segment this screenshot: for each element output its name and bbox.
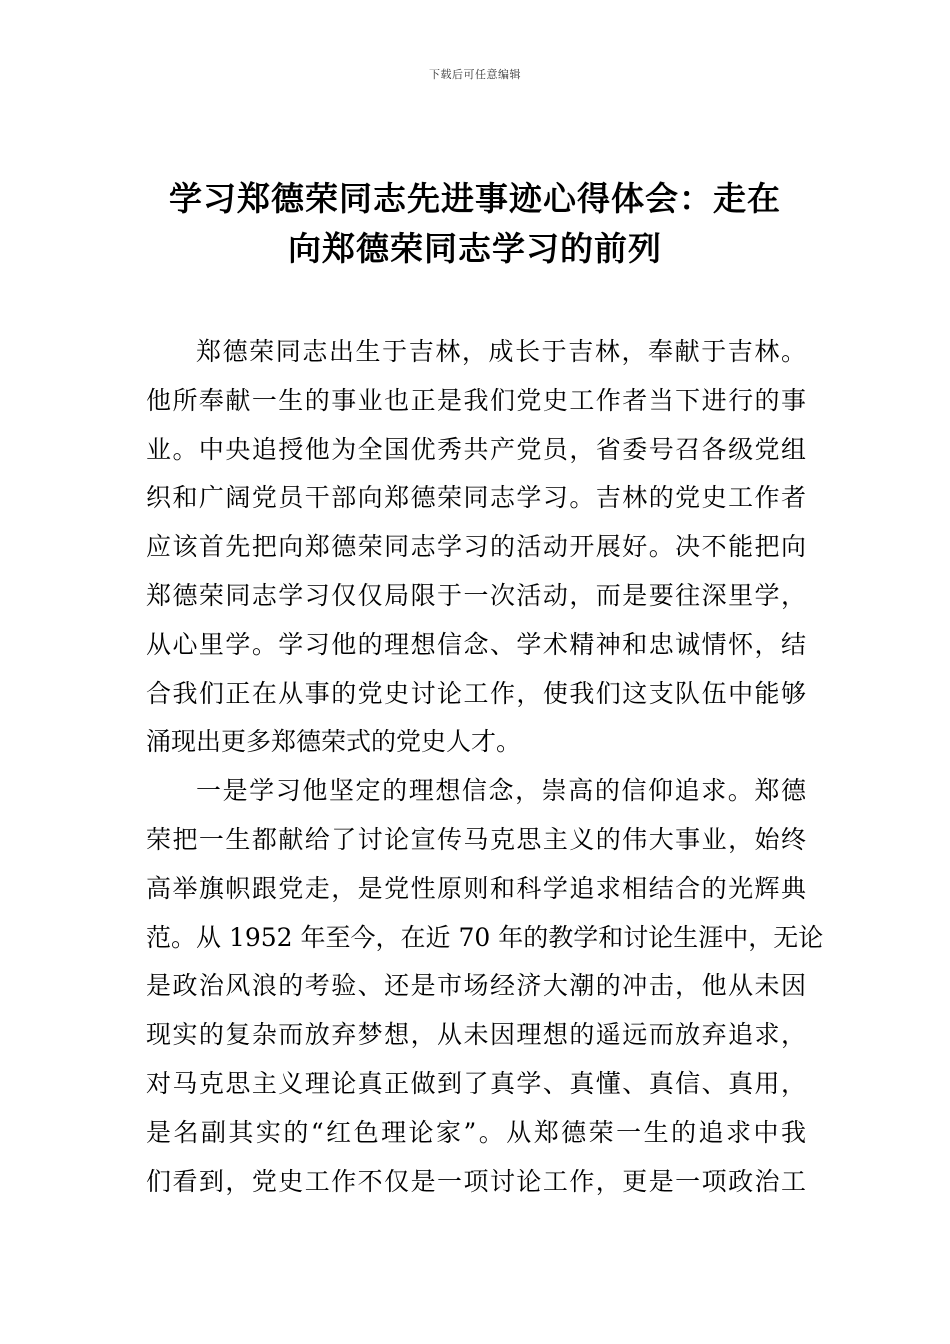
paragraph-line: 郑德荣同志出生于吉林，成长于吉林，奉献于吉林。: [196, 337, 806, 366]
document-body: [146, 328, 824, 1206]
paragraph-line: 他所奉献一生的事业也正是我们党史工作者当下进行的事: [146, 385, 806, 415]
paragraph-line: 是名副其实的“红色理论家”。从郑德荣一生的追求中我: [146, 1117, 806, 1147]
paragraph-line: 对马克思主义理论真正做到了真学、真懂、真信、真用，: [146, 1068, 806, 1098]
paragraph-line: 们看到，党史工作不仅是一项讨论工作，更是一项政治工: [146, 1166, 806, 1196]
paragraph-line: 荣把一生都献给了讨论宣传马克思主义的伟大事业，始终: [146, 824, 806, 854]
paragraph-line: 业。中央追授他为全国优秀共产党员，省委号召各级党组: [146, 434, 806, 464]
paragraph-line: 从心里学。学习他的理想信念、学术精神和忠诚情怀，结: [146, 629, 806, 659]
paragraph-line: 涌现出更多郑德荣式的党史人才。: [146, 727, 522, 757]
paragraph-line: 现实的复杂而放弃梦想，从未因理想的遥远而放弃追求，: [146, 1020, 806, 1050]
title-line: 向郑德荣同志学习的前列: [288, 229, 662, 268]
paragraph-line: 一是学习他坚定的理想信念，崇高的信仰追求。郑德: [196, 776, 806, 806]
paragraph-line: 高举旗帜跟党走，是党性原则和科学追求相结合的光辉典: [146, 873, 806, 903]
document-title: [140, 174, 810, 274]
paragraph-line: 范。从 1952 年至今，在近 70 年的教学和讨论生涯中，无论: [146, 922, 824, 952]
paragraph-line: 是政治风浪的考验、还是市场经济大潮的冲击，他从未因: [146, 971, 806, 1001]
paragraph-line: 织和广阔党员干部向郑德荣同志学习。吉林的党史工作者: [146, 483, 806, 513]
paragraph-line: 合我们正在从事的党史讨论工作，使我们这支队伍中能够: [146, 678, 806, 708]
paragraph-line: 郑德荣同志学习仅仅局限于一次活动，而是要往深里学，: [146, 580, 806, 610]
header-note: 下载后可任意编辑: [429, 68, 521, 81]
title-line: 学习郑德荣同志先进事迹心得体会：走在: [169, 179, 781, 218]
paragraph-intro: [146, 328, 806, 767]
paragraph-first-point: [146, 767, 824, 1206]
paragraph-line: 应该首先把向郑德荣同志学习的活动开展好。决不能把向: [146, 532, 806, 562]
